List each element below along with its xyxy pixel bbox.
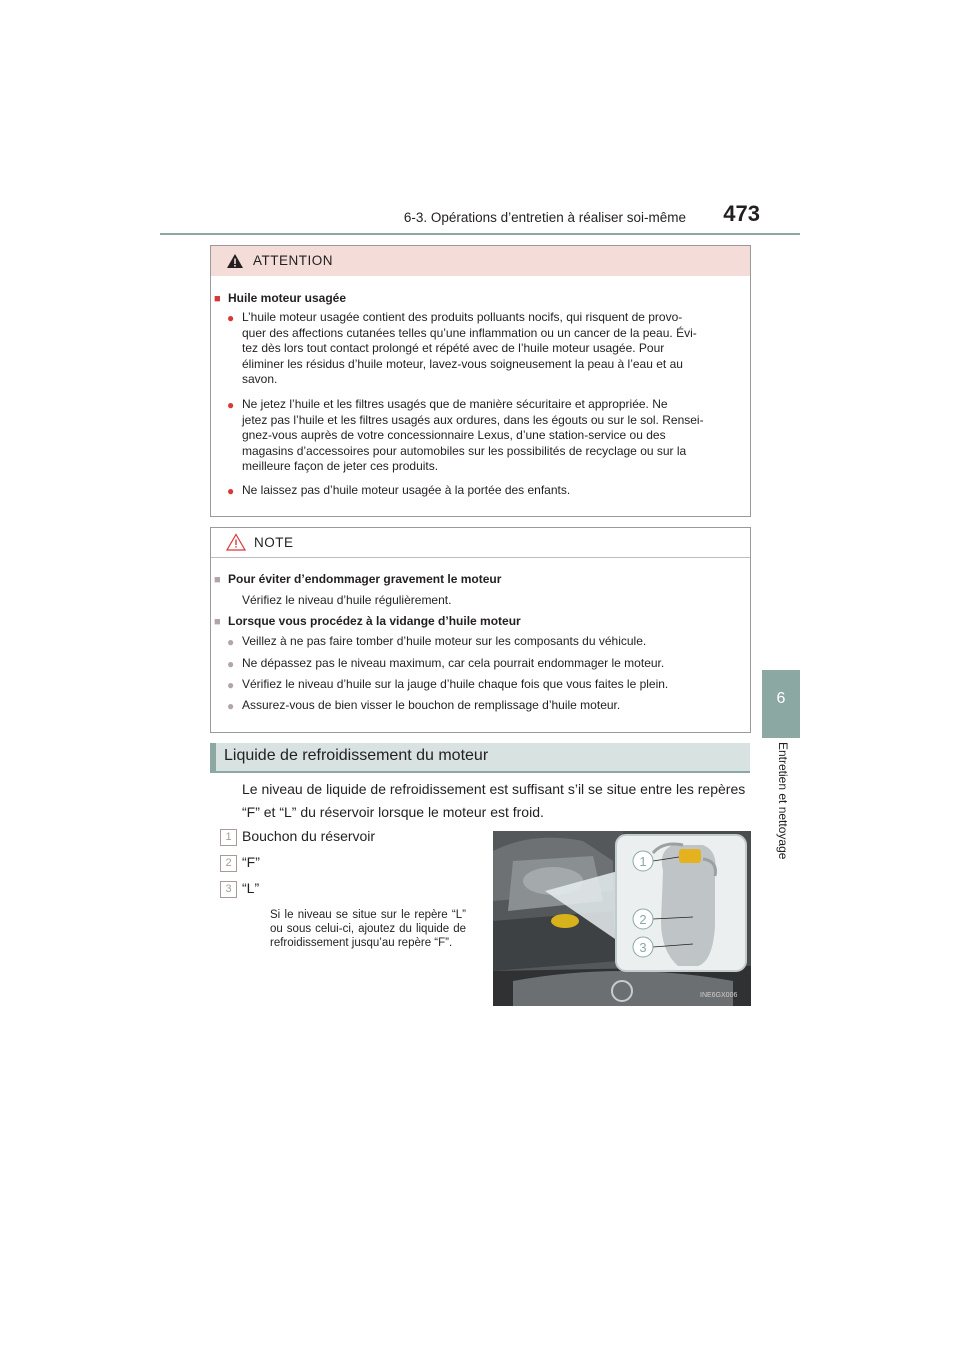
- header-rule: [160, 233, 800, 235]
- page-number: 473: [723, 201, 760, 226]
- note-subheading-1: ■ Pour éviter d’endommager gravement le moteur: [214, 572, 502, 586]
- bullet-icon: ●: [227, 635, 235, 649]
- item-number-2: 2: [220, 855, 237, 872]
- attention-bullet-3: Ne laissez pas d’huile moteur usagée à la portée des enfants.: [242, 483, 571, 497]
- note-subheading-2: ■ Lorsque vous procédez à la vidange d’huile moteur: [214, 614, 521, 628]
- item-number-1: 1: [220, 829, 237, 846]
- section-title: Liquide de refroidissement du moteur: [224, 747, 489, 764]
- item-label-3: “L”: [242, 880, 260, 896]
- attention-bullet-2: Ne jetez l’huile et les filtres usagés que de manière sécuritaire et appropriée. Ne jetez pas l’huile et les filtres usagés aux ordures, dans les égouts ou sur le sol. Rensei- gnez-vous auprès de votre concessionnaire Lexus, d’une station-service ou des magasins d’accessoires pour automobiles sur les possibilités de recyclage ou sur la meilleure façon de jeter ces produits.: [242, 397, 704, 473]
- note-label: NOTE: [254, 535, 294, 550]
- note-text-1: Vérifiez le niveau d’huile régulièrement.: [242, 593, 452, 607]
- image-code: INE6GX006: [700, 992, 738, 999]
- item-3-note: Si le niveau se situe sur le repère “L” ou sous celui-ci, ajoutez du liquide de refroidissement jusqu’au repère “F”.: [270, 909, 466, 949]
- chapter-number: 6: [776, 690, 786, 707]
- warning-triangle-icon: [226, 253, 244, 269]
- engine-coolant-reservoir-image: [493, 831, 751, 1006]
- attention-label: ATTENTION: [253, 253, 333, 268]
- chapter-label: Entretien et nettoyage: [776, 742, 790, 860]
- callout-2: 2: [639, 912, 647, 927]
- section-rule: [210, 771, 750, 773]
- attention-subheading: ■ Huile moteur usagée: [214, 291, 347, 305]
- note-bullet-4: Assurez-vous de bien visser le bouchon de remplissage d’huile moteur.: [242, 698, 621, 712]
- caution-triangle-icon: [226, 533, 246, 551]
- note-bullet-1: Veillez à ne pas faire tomber d’huile moteur sur les composants du véhicule.: [242, 634, 647, 648]
- item-label-2: “F”: [242, 854, 260, 870]
- bullet-icon: ●: [227, 398, 235, 412]
- note-bullet-3: Vérifiez le niveau d’huile sur la jauge d’huile chaque fois que vous faites le plein.: [242, 677, 669, 691]
- bullet-icon: ●: [227, 657, 235, 671]
- note-bullet-2: Ne dépassez pas le niveau maximum, car cela pourrait endommager le moteur.: [242, 656, 665, 670]
- section-intro: Le niveau de liquide de refroidissement est suffisant s’il se situe entre les repères “F” et “L” du réservoir lorsque le moteur est froid.: [242, 781, 746, 820]
- bullet-icon: ●: [227, 678, 235, 692]
- note-header-rule: [211, 557, 750, 558]
- callout-3: 3: [639, 940, 647, 955]
- attention-bullet-1: L’huile moteur usagée contient des produits polluants nocifs, qui risquent de provo- quer des affections cutanées telles qu’une inflammation ou un cancer de la peau. Évi- tez dès lors tout contact prolongé et répété avec de l’huile moteur usagée. Pour éliminer les résidus d’huile moteur, lavez-vous soigneusement la peau à l’eau et au savon.: [242, 310, 697, 386]
- item-label-1: Bouchon du réservoir: [242, 828, 376, 844]
- section-running-title: 6-3. Opérations d’entretien à réaliser soi-même: [403, 210, 686, 225]
- bullet-icon: ●: [227, 484, 235, 498]
- bullet-icon: ●: [227, 699, 235, 713]
- callout-1: 1: [639, 854, 647, 869]
- bullet-icon: ●: [227, 311, 235, 325]
- item-number-3: 3: [220, 881, 237, 898]
